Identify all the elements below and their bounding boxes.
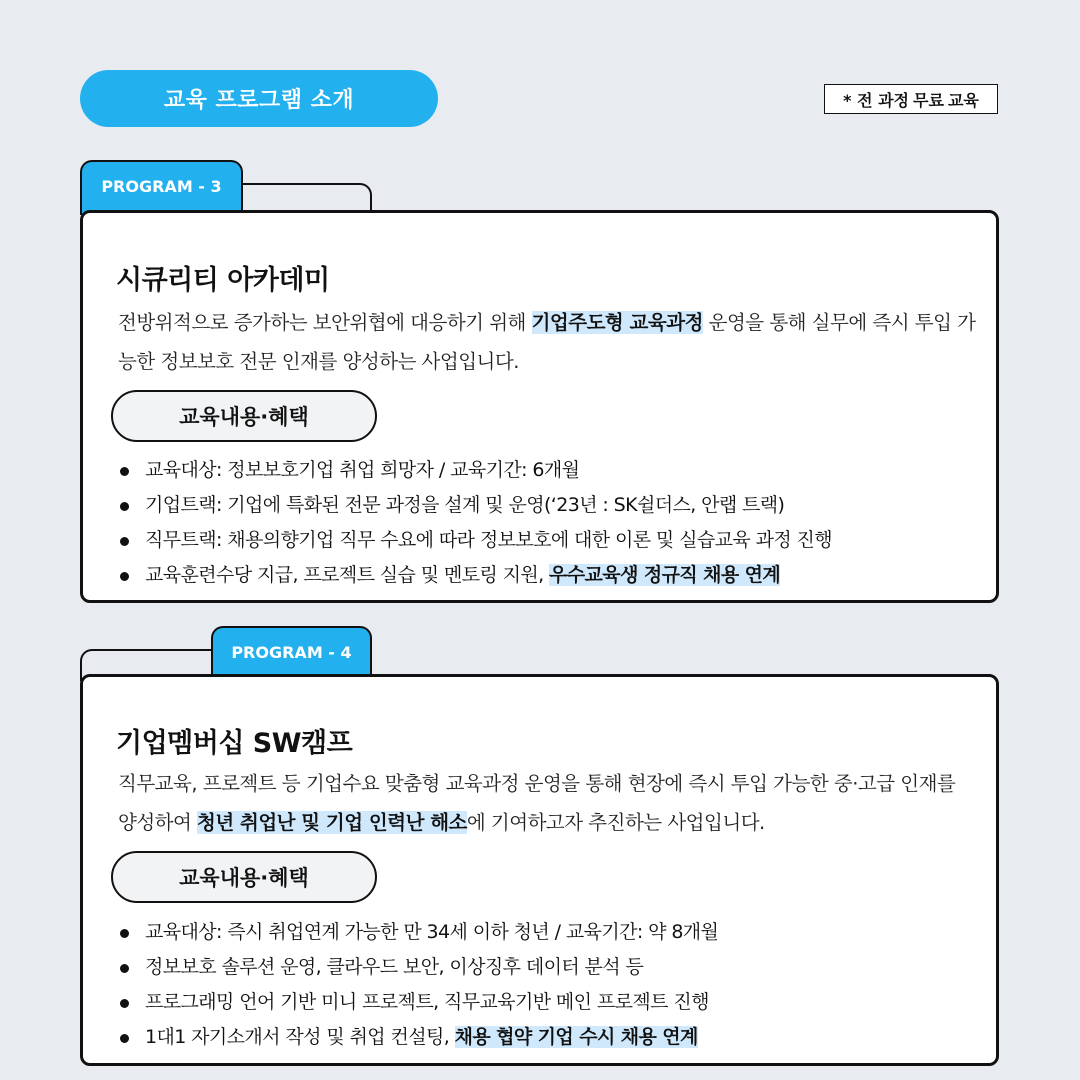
list-item-text: 1대1 자기소개서 작성 및 취업 컨설팅, — [145, 1026, 455, 1048]
bullet-icon — [120, 467, 129, 476]
bullet-icon — [120, 929, 129, 938]
benefits-heading: 교육내용·혜택 — [179, 405, 309, 429]
list-item — [118, 558, 986, 593]
desc-text: 운영을 통해 실무에 즉시 투입 가능한 정보보호 전문 인재를 양성하는 사업입니다. — [118, 311, 976, 373]
bullet-icon — [120, 537, 129, 546]
benefits-heading-pill — [111, 390, 377, 442]
list-item-text: 기업트랙: 기업에 특화된 전문 과정을 설계 및 운영(‘23년 : SK쉴더스, 안랩 트랙) — [145, 494, 785, 516]
section-title-pill — [80, 70, 438, 127]
badge-prefix: * 전 과정 — [843, 90, 910, 110]
bullet-icon — [120, 1034, 129, 1043]
list-item — [118, 453, 986, 488]
program-3-title: 시큐리티 아카데미 — [116, 265, 330, 296]
program-3-card — [80, 210, 999, 603]
list-item-text: 교육훈련수당 지급, 프로젝트 실습 및 멘토링 지원, — [145, 564, 550, 586]
desc-highlight: 기업주도형 교육과정 — [531, 311, 703, 334]
bullet-icon — [120, 572, 129, 581]
list-item — [118, 950, 986, 985]
list-item-text: 교육대상: 즉시 취업연계 가능한 만 34세 이하 청년 / 교육기간: 약 8개월 — [145, 921, 719, 943]
list-item-text: 정보보호 솔루션 운영, 클라우드 보안, 이상징후 데이터 분석 등 — [145, 956, 644, 978]
desc-text: 에 기여하고자 추진하는 사업입니다. — [466, 811, 765, 834]
program-3-tab — [80, 160, 243, 215]
free-course-badge — [824, 84, 998, 114]
list-item — [118, 915, 986, 950]
list-item — [118, 523, 986, 558]
desc-highlight: 청년 취업난 및 기업 인력난 해소 — [197, 811, 467, 834]
program-4-description — [118, 764, 976, 842]
list-item-text: 교육대상: 정보보호기업 취업 희망자 / 교육기간: 6개월 — [145, 459, 580, 481]
bullet-icon — [120, 964, 129, 973]
benefits-heading-pill — [111, 851, 377, 903]
desc-text: 전방위적으로 증가하는 보안위협에 대응하기 위해 — [118, 311, 532, 334]
badge-free-label: 무료 — [913, 90, 944, 110]
program-4-benefits-list — [118, 915, 986, 1055]
benefits-heading: 교육내용·혜택 — [179, 866, 309, 890]
program-3-tab-label: PROGRAM - 3 — [101, 177, 222, 196]
program-4-tab — [211, 626, 372, 681]
program-4-card — [80, 674, 999, 1066]
list-item — [118, 488, 986, 523]
list-item-highlight: 채용 협약 기업 수시 채용 연계 — [454, 1026, 698, 1048]
program-4-tab-label: PROGRAM - 4 — [231, 643, 352, 662]
program-3-benefits-list — [118, 453, 986, 593]
section-title: 교육 프로그램 소개 — [163, 88, 355, 113]
bullet-icon — [120, 502, 129, 511]
list-item-highlight: 우수교육생 정규직 채용 연계 — [549, 564, 781, 586]
program-3-description — [118, 303, 976, 381]
bullet-icon — [120, 999, 129, 1008]
list-item-text: 프로그래밍 언어 기반 미니 프로젝트, 직무교육기반 메인 프로젝트 진행 — [145, 991, 709, 1013]
program-4-title: 기업멤버십 SW캠프 — [116, 728, 353, 759]
list-item — [118, 1020, 986, 1055]
badge-suffix: 교육 — [947, 90, 979, 110]
list-item — [118, 985, 986, 1020]
desc-text: 직무교육, 프로젝트 등 기업수요 맞춤형 교육과정 운영을 통해 현장에 즉시 투입 가능한 중·고급 인재를 양성하여 — [118, 772, 956, 834]
list-item-text: 직무트랙: 채용의향기업 직무 수요에 따라 정보보호에 대한 이론 및 실습교육 과정 진행 — [145, 529, 833, 551]
